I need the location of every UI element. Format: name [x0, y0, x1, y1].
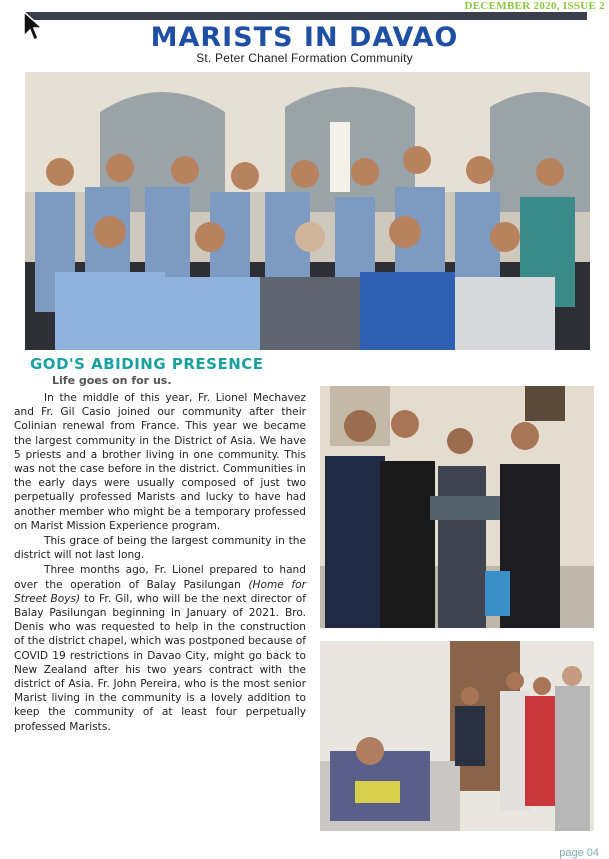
paragraph — [14, 563, 306, 733]
page-subtitle: St. Peter Chanel Formation Community — [196, 51, 413, 65]
paragraph: In the middle of this year, Fr. Lionel Mechavez and Fr. Gil Casio joined our community after their Colinian renewal from France. This year we became the largest community in the District of Asia. We have 5 priests and a brother living in one community. This was not the case before in the district. Communities in the early days were usually composed of just two perpetually professed Marists and lucky to have had another member who might be a temporary professed on Marist Mission Experience program. — [14, 392, 306, 532]
page-title: MARISTS IN DAVAO — [150, 22, 459, 53]
bedside-photo — [320, 641, 594, 831]
page-number: page 04 — [559, 847, 599, 859]
handover-photo — [320, 386, 594, 628]
paragraph-text: Three months ago, Fr. Lionel prepared to hand over the operation of Balay Pasilungan — [14, 564, 306, 591]
group-photo — [25, 72, 590, 350]
paragraph-italic: (Home for Street Boys) — [14, 578, 307, 605]
issue-date: DECEMBER 2020, ISSUE 2 — [464, 0, 605, 12]
top-rule — [25, 12, 587, 20]
article-body — [14, 391, 306, 734]
section-subheading: Life goes on for us. — [52, 374, 172, 387]
paragraph-text: to Fr. Gil, who will be the next director of Balay Pasilungan beginning in January of 2021. Bro. Denis who was requested to help in the construction of the district chapel, which was postponed because of COVID 19 restrictions in Davao City, might go back to New Zealand after his two years contract with the district of Asia. Fr. John Pereira, who is the most senior Marist living in the community is a lovely addition to keep the community of at least four perpetually professed Marists. — [14, 592, 306, 733]
section-heading: GOD'S ABIDING PRESENCE — [30, 355, 264, 373]
paragraph: This grace of being the largest community in the district will not last long. — [14, 535, 306, 562]
